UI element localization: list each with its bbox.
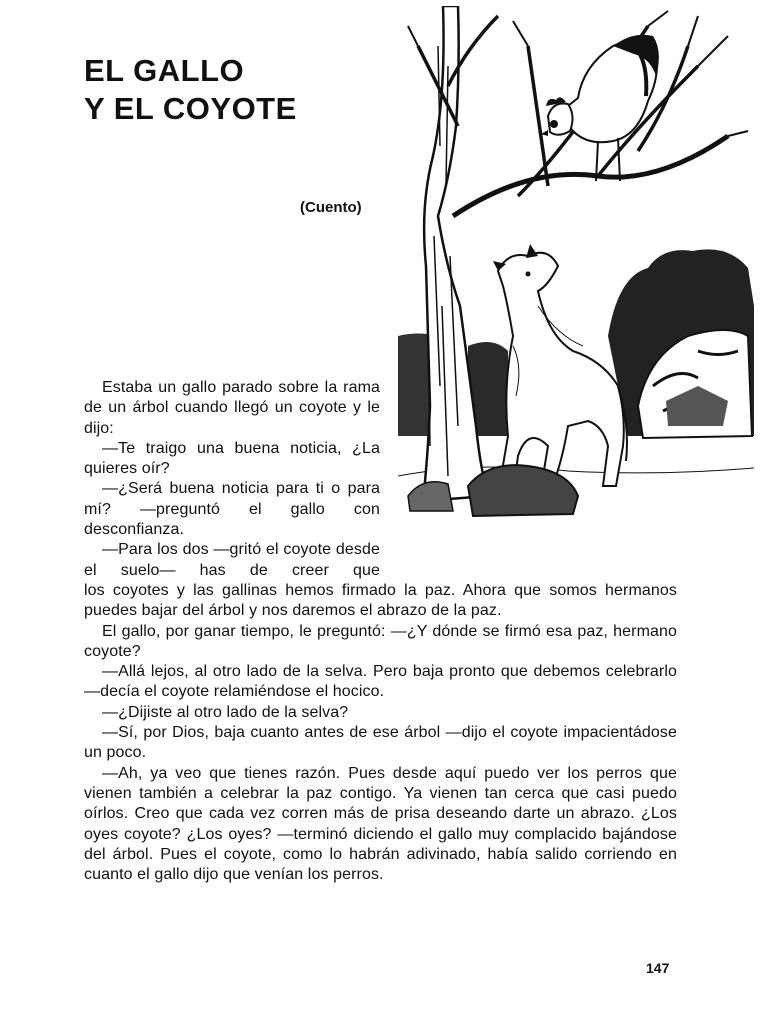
title-line-2: Y EL COYOTE bbox=[84, 91, 297, 126]
rooster-icon bbox=[541, 35, 659, 181]
paragraph-5: El gallo, por ganar tiempo, le preguntó: —¿Y dónde se firmó esa paz, hermano coyote? bbox=[84, 622, 677, 660]
page-number: 147 bbox=[646, 960, 670, 976]
paragraph-1: Estaba un gallo parado sobre la rama de un árbol cuando llegó un coyote y le dijo: bbox=[84, 379, 380, 437]
paragraph-9: —Ah, ya veo que tienes razón. Pues desde aquí puedo ver los perros que vienen también a celebrar la paz contigo. Ya vienen tan cerca que casi puedo oírlos. Creo que cada vez corren más de prisa deseando darte un abrazo. ¿Los oyes coyote? ¿Los oyes? —terminó diciendo el gallo muy complacido bajándose del árbol. Pues el coyote, como lo habrán adivinado, había salido corriendo en cuanto el gallo dijo que venían los perros. bbox=[84, 764, 677, 884]
story-title bbox=[84, 52, 297, 128]
title-line-1: EL GALLO bbox=[84, 53, 245, 88]
paragraph-2: —Te traigo una buena noticia, ¿La quieres oír? bbox=[84, 439, 380, 478]
story-genre-label: (Cuento) bbox=[300, 199, 362, 216]
paragraph-6: —Allá lejos, al otro lado de la selva. Pero baja pronto que debemos celebrarlo —decía el coyote relamiéndose el hocico. bbox=[84, 663, 677, 701]
paragraph-3: —¿Será buena noticia para ti o para mí? —preguntó el gallo con desconfianza. bbox=[84, 480, 380, 539]
paragraph-8: —Sí, por Dios, baja cuanto antes de ese árbol —dijo el coyote impacientádose un poco. bbox=[84, 724, 677, 762]
paragraph-4-end: los coyotes y las gallinas hemos firmado la paz. Ahora que somos hermanos puedes bajar del árbol y nos daremos el abrazo de la paz. bbox=[84, 581, 677, 620]
paragraph-4-start: —Para los dos —gritó el coyote desde el suelo— has de creer que bbox=[84, 541, 380, 579]
story-text bbox=[84, 378, 677, 885]
paragraph-7: —¿Dijiste al otro lado de la selva? bbox=[102, 703, 349, 721]
